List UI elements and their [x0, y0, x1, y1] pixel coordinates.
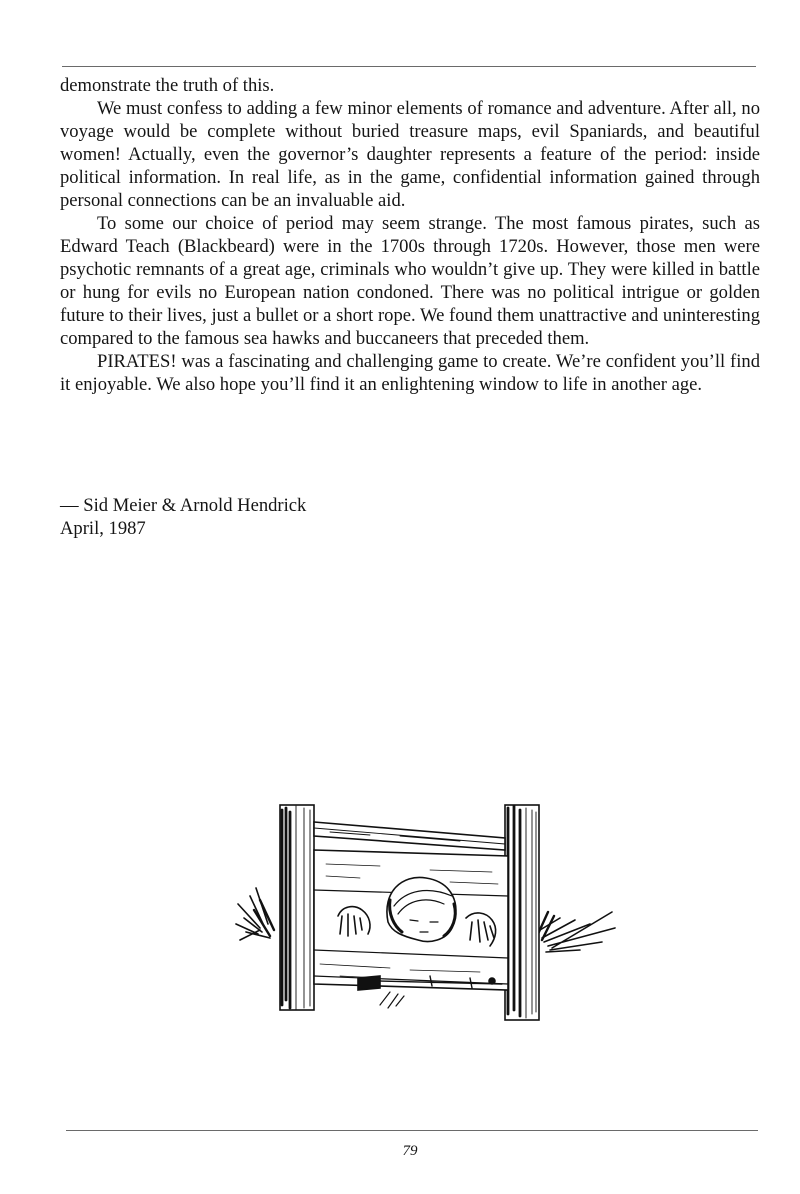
top-rule [62, 66, 756, 67]
paragraph-3: To some our choice of period may seem strange. The most famous pirates, such as Edward Teach (Blackbeard) were in the 1700s through 1720s. However, those men were psychotic remnants of a great age, criminals who wouldn’t give up. They were killed in battle or hung for evils no European nation condoned. There was no political intrigue or golden future to their lives, just a bullet or a short rope. We found them unattractive and uninteresting compared to the famous sea hawks and buccaneers that preceded them. [60, 213, 760, 349]
left-post [280, 805, 314, 1010]
page-number: 79 [402, 1143, 418, 1159]
right-grass-icon [538, 912, 615, 952]
signature-date: April, 1987 [60, 518, 146, 539]
figure-head [387, 877, 456, 941]
paragraph-2: We must confess to adding a few minor elements of romance and adventure. After all, no voyage would be complete without buried treasure maps, evil Spaniards, and beautiful women! Actually, even the governor’s daughter represents a feature of the period: inside political information. In real life, as in the game, confidential information gained through personal connections can be an invaluable aid. [60, 98, 760, 211]
bottom-rule [66, 1130, 758, 1131]
paragraph-4: PIRATES! was a fascinating and challenging game to create. We’re confident you’ll find it enjoyable. We also hope you’ll find it an enlightening window to life in another age. [60, 351, 760, 395]
left-grass-icon [236, 888, 274, 940]
signature-authors: — Sid Meier & Arnold Hendrick [60, 495, 307, 516]
top-board [314, 822, 505, 850]
signature-block [60, 494, 306, 540]
paragraph-1: demonstrate the truth of this. [60, 75, 275, 96]
body-text [60, 74, 760, 396]
pillory-illustration [230, 800, 620, 1025]
right-post [505, 805, 539, 1020]
